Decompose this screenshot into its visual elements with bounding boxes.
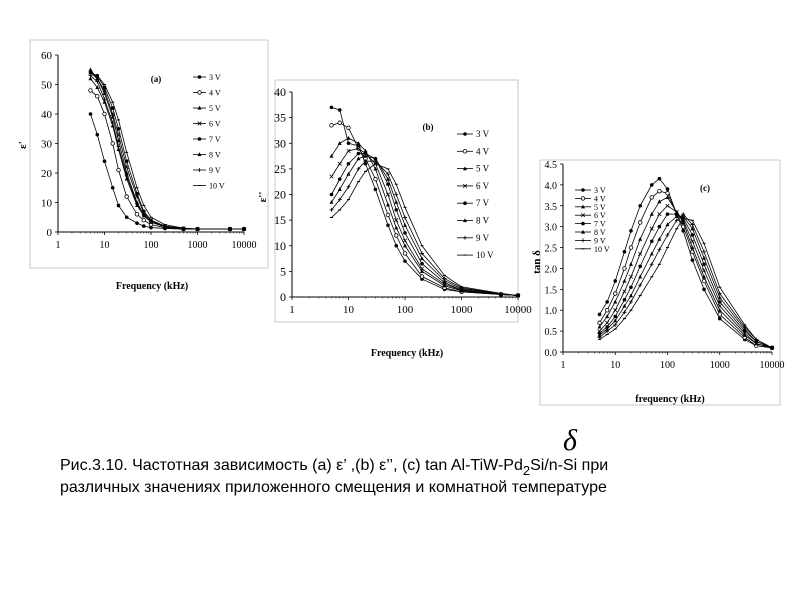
chart-0-legend-4-marker bbox=[198, 137, 202, 141]
chart-1-legend-4-label: 7 V bbox=[476, 198, 490, 209]
chart-2-series-0-point bbox=[613, 279, 617, 283]
chart-2-y-axis-label: tan δ bbox=[531, 250, 543, 274]
chart-2-series-4-point bbox=[666, 212, 670, 216]
chart-2-x-tick-label: 100 bbox=[660, 360, 675, 371]
chart-2-legend-0-label: 3 V bbox=[594, 186, 606, 195]
chart-1-series-1-point bbox=[330, 124, 334, 128]
chart-0-panel-label: (a) bbox=[150, 74, 162, 84]
chart-2-y-tick-label: 1.5 bbox=[544, 285, 557, 297]
chart-0-y-tick-label: 0 bbox=[46, 227, 52, 239]
chart-1-y-tick-label: 25 bbox=[274, 161, 286, 176]
chart-2-legend-5-label: 8 V bbox=[594, 228, 606, 237]
chart-2-series-0-point bbox=[650, 183, 654, 187]
chart-0-y-tick-label: 60 bbox=[41, 50, 52, 62]
chart-2-series-4-point bbox=[658, 225, 662, 229]
chart-1-legend-2-label: 5 V bbox=[476, 163, 490, 174]
caption-line-1-prefix: Рис.3.10. Частотная зависимость (a) ε’ ,(b) ε’’, (c) tan Al-TiW-Pd bbox=[60, 457, 523, 474]
chart-1-series-1-point bbox=[420, 275, 424, 279]
chart-1-series-1-point bbox=[374, 177, 378, 181]
chart-2-x-tick-label: 1 bbox=[560, 360, 566, 371]
chart-1-x-tick-label: 100 bbox=[396, 304, 414, 316]
chart-2-series-1-point bbox=[666, 191, 670, 195]
chart-0-series-4-point bbox=[111, 186, 115, 190]
chart-2-legend-0-marker bbox=[581, 188, 585, 192]
chart-2-legend-1-label: 4 V bbox=[594, 194, 606, 204]
chart-1-series-0-point bbox=[403, 259, 407, 263]
chart-1-series-4-point bbox=[347, 162, 351, 166]
chart-0-series-4-point bbox=[95, 133, 99, 137]
chart-1-x-axis-label: Frequency (kHz) bbox=[370, 348, 444, 359]
chart-0-x-axis-label: Frequency (kHz) bbox=[115, 281, 189, 292]
chart-0-x-tick-label: 10 bbox=[99, 240, 110, 251]
chart-1-x-tick-label: 10 bbox=[343, 304, 354, 316]
chart-1-x-tick-label: 10000 bbox=[504, 304, 532, 316]
chart-0-series-1-point bbox=[142, 218, 146, 222]
chart-0-series-1-point bbox=[117, 168, 121, 172]
chart-2-series-1-point bbox=[605, 308, 609, 312]
chart-2-series-0-point bbox=[702, 288, 706, 292]
chart-0-series-4-point bbox=[125, 215, 129, 219]
chart-2-panel-label: (c) bbox=[700, 183, 710, 193]
chart-1-legend-0-label: 3 V bbox=[476, 129, 490, 139]
chart-1-series-4-point bbox=[403, 231, 407, 235]
chart-1-series-4-point bbox=[330, 193, 334, 197]
chart-1-legend-5-label: 8 V bbox=[476, 215, 490, 226]
chart-1-y-tick-label: 10 bbox=[274, 238, 286, 253]
chart-0-y-axis-label: ε' bbox=[17, 141, 29, 149]
chart-0-x-tick-label: 1 bbox=[55, 240, 61, 251]
chart-1-y-tick-label: 35 bbox=[274, 110, 286, 125]
chart-2-series-4-point bbox=[702, 262, 706, 266]
chart-1-series-0-point bbox=[374, 188, 378, 192]
chart-2-series-1-point bbox=[613, 292, 617, 296]
caption-subscript: 2 bbox=[522, 463, 531, 478]
chart-2-x-axis-label: frequency (kHz) bbox=[635, 394, 705, 405]
chart-0-series-1-point bbox=[135, 213, 139, 217]
chart-2-series-1-point bbox=[623, 267, 627, 271]
delta-symbol: δ bbox=[563, 424, 577, 457]
chart-2-y-tick-label: 4.5 bbox=[544, 160, 557, 171]
chart-2-y-tick-label: 2.5 bbox=[544, 243, 557, 255]
chart-0-series-4-point bbox=[89, 112, 93, 116]
chart-1-series-4-point bbox=[338, 177, 342, 181]
chart-1-x-tick-label: 1 bbox=[289, 304, 295, 316]
chart-1-series-0-point bbox=[347, 141, 351, 145]
chart-1-series-4-point bbox=[394, 208, 398, 212]
chart-1-series-0-point bbox=[394, 244, 398, 248]
chart-0-legend-1-marker bbox=[198, 91, 202, 95]
caption-line-1-suffix: Si/n-Si при bbox=[530, 457, 609, 474]
chart-1-series-1-point bbox=[403, 252, 407, 256]
chart-2-y-tick-label: 4.0 bbox=[544, 180, 557, 192]
chart-0-series-4-point bbox=[149, 226, 153, 230]
chart-2-series-1-point bbox=[598, 321, 602, 325]
chart-2-series-0-point bbox=[658, 177, 662, 181]
chart-1-y-tick-label: 40 bbox=[274, 85, 286, 99]
chart-0-legend-2-label: 5 V bbox=[209, 104, 221, 113]
chart-1-legend-1-label: 4 V bbox=[476, 146, 490, 157]
chart-0-y-tick-label: 20 bbox=[41, 168, 52, 180]
caption-line-1 bbox=[60, 455, 760, 477]
chart-2-legend-1-marker bbox=[581, 197, 585, 201]
caption-line-2: различных значениях приложенного смещения и комнатной температуре bbox=[60, 479, 607, 496]
chart-2-legend-4-marker bbox=[581, 222, 585, 226]
chart-2-series-0-point bbox=[638, 204, 642, 208]
chart-1-series-0-point bbox=[338, 108, 342, 112]
chart-0-legend-4-label: 7 V bbox=[209, 135, 221, 144]
chart-0-series-1-point bbox=[103, 112, 107, 116]
chart-2-series-0-point bbox=[691, 258, 695, 262]
chart-2-series-1-point bbox=[629, 246, 633, 250]
chart-2-series-4-point bbox=[691, 233, 695, 237]
chart-1-panel-label: (b) bbox=[422, 122, 434, 132]
chart-1-y-tick-label: 20 bbox=[274, 187, 286, 202]
chart-0-series-4-point bbox=[103, 159, 107, 163]
chart-2-series-4-point bbox=[650, 239, 654, 243]
chart-0-legend-1-label: 4 V bbox=[209, 88, 221, 98]
chart-1-series-1-point bbox=[394, 234, 398, 238]
chart-1-legend-3-label: 6 V bbox=[476, 180, 490, 191]
chart-1-x-tick-label: 1000 bbox=[450, 304, 473, 316]
chart-2-series-1-point bbox=[658, 189, 662, 193]
chart-2-y-tick-label: 2.0 bbox=[544, 264, 557, 276]
chart-1-series-1-point bbox=[386, 213, 390, 217]
chart-1-series-1-point bbox=[347, 126, 351, 130]
chart-0-frame bbox=[30, 40, 268, 268]
chart-1-y-tick-label: 0 bbox=[280, 290, 286, 304]
chart-0-legend-3-label: 6 V bbox=[209, 119, 221, 129]
chart-0-x-tick-label: 1000 bbox=[187, 240, 208, 251]
chart-1-series-4-point bbox=[420, 262, 424, 266]
chart-1-y-axis-label: ε'' bbox=[257, 191, 269, 203]
chart-2-series-4-point bbox=[638, 265, 642, 269]
chart-0-x-tick-label: 100 bbox=[143, 240, 159, 251]
chart-2-legend-7-label: 10 V bbox=[594, 244, 610, 254]
chart-2-legend-3-label: 6 V bbox=[594, 211, 606, 221]
chart-2-series-1-point bbox=[638, 221, 642, 225]
chart-0-series-4-point bbox=[117, 204, 121, 208]
chart-2-y-tick-label: 1.0 bbox=[544, 306, 557, 318]
chart-2-series-0-point bbox=[623, 250, 627, 254]
chart-2-series-1-point bbox=[718, 313, 722, 317]
chart-2-series-0-point bbox=[718, 317, 722, 321]
chart-0-legend-6-label: 9 V bbox=[209, 166, 221, 175]
chart-1-legend-7-label: 10 V bbox=[476, 250, 494, 261]
chart-1-legend-6-label: 9 V bbox=[476, 232, 490, 243]
chart-2-x-tick-label: 10000 bbox=[759, 360, 785, 371]
chart-1-series-1-point bbox=[338, 121, 342, 125]
chart-2-y-tick-label: 0.0 bbox=[544, 348, 557, 359]
chart-2-x-tick-label: 1000 bbox=[709, 360, 730, 371]
chart-2-series-0-point bbox=[629, 229, 633, 233]
chart-2-series-0-point bbox=[666, 187, 670, 191]
chart-0-legend-5-label: 8 V bbox=[209, 150, 221, 160]
chart-2-legend-6-label: 9 V bbox=[594, 236, 606, 246]
chart-1-series-0-point bbox=[330, 106, 334, 110]
chart-0-series-4-point bbox=[135, 221, 139, 225]
chart-2-series-4-point bbox=[629, 285, 633, 289]
chart-1-y-tick-label: 5 bbox=[280, 264, 286, 279]
chart-2-series-4-point bbox=[718, 300, 722, 304]
chart-0-legend-0-marker bbox=[198, 75, 202, 79]
chart-0-y-tick-label: 30 bbox=[41, 138, 52, 151]
chart-2-legend-4-label: 7 V bbox=[594, 219, 606, 229]
chart-0-y-tick-label: 50 bbox=[41, 79, 52, 92]
chart-0-series-1-point bbox=[111, 142, 115, 146]
chart-2-series-1-point bbox=[650, 196, 654, 200]
chart-0-series-4-point bbox=[142, 224, 146, 228]
chart-0-series-1-point bbox=[95, 95, 99, 99]
figure-caption bbox=[60, 455, 760, 499]
chart-1-y-tick-label: 30 bbox=[274, 136, 286, 151]
chart-0-series-1-point bbox=[89, 89, 93, 93]
chart-0-legend-7-label: 10 V bbox=[209, 181, 225, 191]
chart-0-series-1-point bbox=[125, 195, 129, 199]
chart-2-series-0-point bbox=[605, 300, 609, 304]
chart-0-legend-0-label: 3 V bbox=[209, 73, 221, 82]
chart-2-y-tick-label: 0.5 bbox=[544, 327, 557, 339]
chart-1-y-tick-label: 15 bbox=[274, 213, 286, 228]
chart-0-y-tick-label: 10 bbox=[41, 197, 52, 210]
chart-0-x-tick-label: 10000 bbox=[231, 240, 257, 251]
chart-2-series-4-point bbox=[623, 298, 627, 302]
chart-2-x-tick-label: 10 bbox=[610, 360, 621, 371]
chart-2-series-0-point bbox=[598, 313, 602, 317]
chart-1-series-4-point bbox=[357, 152, 361, 156]
chart-2-series-4-point bbox=[613, 315, 617, 319]
chart-1-legend-0-marker bbox=[463, 132, 467, 136]
chart-2-y-tick-label: 3.5 bbox=[544, 201, 557, 213]
chart-1-legend-1-marker bbox=[463, 150, 467, 154]
chart-0-y-tick-label: 40 bbox=[41, 109, 52, 121]
chart-2-legend-2-label: 5 V bbox=[594, 202, 606, 212]
chart-2-y-tick-label: 3.0 bbox=[544, 222, 557, 234]
chart-1-legend-4-marker bbox=[463, 201, 467, 205]
chart-1-series-0-point bbox=[386, 223, 390, 227]
